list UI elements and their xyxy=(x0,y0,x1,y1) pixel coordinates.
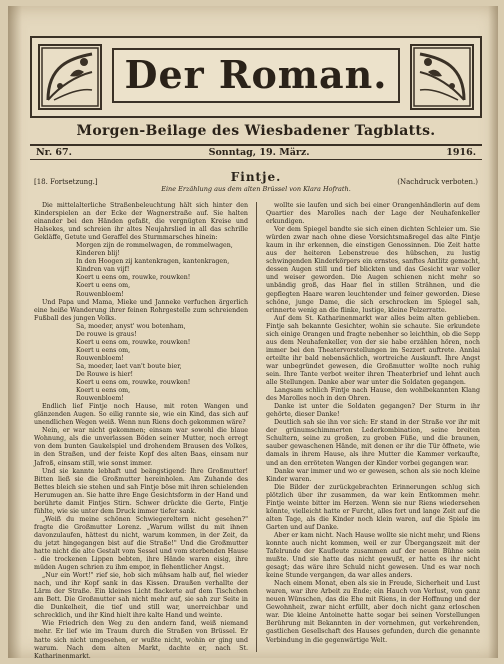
verse-line: De Rouwe is hier! xyxy=(76,370,134,378)
verse-line: Koert u eens om, xyxy=(76,346,131,354)
verse-line: Koert u eens om, xyxy=(76,387,131,395)
paragraph: Danke war immer und wo er gewesen, schon als sie noch kleine Kinder waren. xyxy=(266,467,480,483)
verse-line: Sa, moeder, anyst' wou botenham, xyxy=(76,322,186,330)
newspaper-title: Der Roman. xyxy=(112,48,400,103)
reprint-notice: (Nachdruck verboten.) xyxy=(397,178,478,186)
verse-line: Koert u eens om, rouwke, rouwken! xyxy=(76,274,191,282)
continuation-note: [18. Fortsetzung.] xyxy=(34,178,98,186)
page-edge-shadow xyxy=(488,6,498,658)
paragraph: Aber er kam nicht. Nach Hause wollte sie nicht mehr, und Riens konnte auch nicht kommen, weil er zur Übergangszeit mit der Tafelrunde der Kaufleute zusammen auf der neuen Bühne sein mußte. Und sie hatte das nicht gewußt, er hatte es ihr nicht gesagt; das wäre ihre Schuld nicht gewesen. Und es war noch keine Stunde vergangen, da war alles anders. xyxy=(266,531,480,580)
verse-line: Rouwenbloem! xyxy=(76,354,124,362)
paragraph: Nach einem Monat, eben als sie in Freude, Sicherheit und Lust waren, war ihre Arbeit zu Ende; ein Hauch von Verlust, von ganz neuen Wünschen, das die Ehe mit Riens, in der Hoffnung und der Gewohnheit, zwar nicht erfüllt, aber doch nicht ganz erloschen war. Die kleine Antoinette hatte sogar bei seinen Vorstellungen Berührung mit Bekannten in der vornehmen, gut verkehrenden, gastlichen Gesellschaft des Hauses gefunden, durch die genannte Verbindung in die gegenwärtige Welt. xyxy=(266,580,480,644)
paragraph: Nein, er war nicht gekommen; einsam war sowohl die blaue Wohnung, als die unverlassen Böden seiner Mutter, noch erregt von dem bunten Gaukelspiel und drohendem Brausen des Volkes, in den Straßen, und der feiste Kopf des alten Baas, einsam nur Jafroß, einsam still, wie sonst immer. xyxy=(34,427,248,467)
issue-date: Sonntag, 19. März. xyxy=(208,147,310,158)
masthead xyxy=(30,36,482,118)
verse-line: Kinderen blij! xyxy=(76,250,120,258)
paragraph: Die mittelalterliche Straßenbeleuchtung hält sich hinter den Kinderspielen an der Ecke der Wagnerstraße auf. Sie halten einander bei den Händen gefaßt, die vergnügten Kreise und Halsekes, und schreien ihr altes Neujahrslied in all das schrille Gekläffe, Getute und Geraffel des Sturmmarsches hinein: xyxy=(34,202,248,242)
issue-number: Nr. 67. xyxy=(36,147,72,158)
verse-line: Koert u eens om, rouwke, rouwken! xyxy=(76,338,191,346)
paragraph: Vor dem Spiegel bandte sie sich einen dichten Schleier um. Sie würden zwar nach ohne diese Vorsichtsmaßregel das alte Fintje kaum in ihr erkennen, die einstigen Genossinnen. Die Zeit hatte aus der heiteren Lebenstreue des hübschen, zu lustig schwingenden Kinderkörpers ein ernstes, sanftes Antlitz gemacht, dessen Augen still und tief blickten und das Gesicht war voller und weiser geworden. Die Augen schienen nicht mehr so unbändig groß, das Haar fiel in stillen Strähnen, und die gepflegten Haare waren leuchtender und feiner geworden. Diese schöne, junge Dame, die sich erschrocken im Spiegel sah, erinnerte wenig an die flinke, lustige, kleine Pelzerratte. xyxy=(266,226,480,314)
verse-line: Kindren van vijf! xyxy=(76,266,130,274)
paragraph: „Nur ein Wort!" rief sie, hob sich mühsam halb auf, fiel wieder nach, und ihr Kopf sank in das Kissen. Draußen verhallte der Lärm der Straße. Ein kleines Licht flackerte auf dem Tischchen am Bett. Die Großmutter sah nicht mehr auf, sie sah zur Seite in die Dunkelheit, die tief und still war, unerreichbar und schrecklich, und ihr Kind hielt ihre kalte Hand und weinte. xyxy=(34,572,248,620)
paragraph: Die Bilder der zurückgebrachten Erinnerungen schlug sich plötzlich über ihr zusammen, da war kein Entkommen mehr. Fintje weinte bitter im Herzen. Wenn sie nur Riens wiedersehen könnte, vielleicht hatte er Furcht, alles fort und lange Zeit auf die alten Tage, als die Kinder noch klein waren, auf die Spiele im Garten und auf Danke. xyxy=(266,483,480,531)
paragraph: Endlich lief Fintje noch Hause, mit roten Wangen und glänzenden Augen. So eilig rannte sie, wie ein Kind, das sich auf unendlichen Wegen weiß. Wenn nun Riens doch gekommen wäre? xyxy=(34,403,248,427)
paragraph: Langsam schlich Fintje nach Hause, den wohlbekannten Klang des Marolles noch in den Ohren. xyxy=(266,387,480,403)
paragraph: wollte sie laufen und sich bei einer Orangenhändlerin auf dem Quartier des Marolles nach der Lage der Neuhafenkeller erkundigen. xyxy=(266,202,480,226)
paragraph: Und sie kannte lebhaft und beängstigend: Ihre Großmutter! Bitten ließ sie die Großmutter hereinholen. Am Zuhande des Bettes bleich sie stehen und sah Fintje böse mit ihren schielenden Herumugen an. Sie hatte ihre Enge Gesichtsform in der Hand und berührte damit Fintjes Stirn. Schwer drückte die Gerte, Fintje fühlte, wie sie unter dem Druck immer tiefer sank. xyxy=(34,467,248,515)
newspaper-page xyxy=(8,6,498,658)
paragraph: Und Papa und Mama, Mieke und Janneke verfuchen ärgerlich eine heiße Wanderung ihrer feinen Rohrgestelle zum schreienden Fußball des jungen Volks. xyxy=(34,298,248,322)
paragraph: „Weiß du meine schönen Schwiegereltern nicht gesehen?" fragte die Großmutter Lorenz. „Warum willst du mit ihnen davonzulaufen, hättest du nicht, warum kommen, in der Zeit, da du jetzt hingegangen bist auf die Straße!" Und die Großmutter hatte nicht die alte Gestalt vom Sessel und vom sterbenden Hause - die trockenen Lippen bebten, ihre Hände waren eisig, ihre müden Augen schrien zu ihm empor, in flehentlicher Angst. xyxy=(34,515,248,572)
verse-line: Sa, moeder, laet van't boute bier, xyxy=(76,362,182,370)
article-column-right xyxy=(266,202,480,652)
verse-line: Koert u eens om, rouwke, rouwken! xyxy=(76,379,191,387)
article-header xyxy=(30,172,482,196)
verse-line: Morgen zijn de rommelwagen, de rommelwagen, xyxy=(76,242,233,250)
dateline xyxy=(30,144,482,160)
paragraph: Wie Friedrich den Weg zu den andern fand, weiß niemand mehr. Er lief wie im Traum durch die Straßen von Brüssel. Er hatte sich nicht umgesehen, er wußte nicht, wohin er ging und warum. Nach dem alten Markt, dachte er, nach St. Katharinenmarkt. xyxy=(34,620,248,660)
verse-line: De rouwe is graus! xyxy=(76,330,137,338)
page-fold-shadow xyxy=(8,6,22,658)
paragraph: Auf dem St. Katharinenmarkt war alles beim alten geblieben. Fintje sah bekannte Gesichter, wohin sie schaute. Sie erkundete sich einige Orangen und fragte nebenher so leichthin, ob die Sepp aus dem Neuhafenkeller, von der sie habe erzählen hören, noch immer bei den Theatervorstellungen im Sezzert auftrete. Annlai erteilte ihr bald nebensächlich, wortreiche Auskunft. Ihre Angst war unbegründet gewesen, die Großmutter wollte noch ruhig sein. Ihre Tante verbot weiter ihren Theaterbrief und lehnt auch alle Stellungen. Danke aber war unter die Soldaten gegangen. xyxy=(266,314,480,387)
article-subtitle: Eine Erzählung aus dem alten Brüssel von Klara Hofrath. xyxy=(161,185,351,193)
ornament-left-icon xyxy=(38,44,102,110)
paragraph: Deutlich sah sie ihn vor sich: Er stand in der Straße vor ihr mit der grünumschimmerten Lederkombination, seine breiten Schultern, seine zu großen, zu groben Füße, und die braunen, sauber gewaschenen Hände, mit denen er ihr die Tür öffnete, wie damals in ihrem Hause, als ihre Mutter die Kammer verkaufte, und an den erröteten Wangen der Kinder vorbei gegangen war. xyxy=(266,419,480,467)
issue-year: 1916. xyxy=(446,147,476,158)
article-title: Fintje. xyxy=(230,170,282,184)
verse-line: In den Hoogen zij kantenkragen, kantenkragen, xyxy=(76,258,230,266)
paragraph: Danke ist unter die Soldaten gegangen? Der Sturm in ihr gehörte, dieser Danke! xyxy=(266,403,480,419)
verse-line: Rouwenbloem! xyxy=(76,395,124,403)
column-divider xyxy=(256,202,257,652)
article-column-left xyxy=(34,202,248,660)
newspaper-subtitle: Morgen-Beilage des Wiesbadener Tagblatts. xyxy=(76,123,436,139)
verse-line: Rouwenbloem! xyxy=(76,290,124,298)
verse-line: Koert u eens om, xyxy=(76,282,131,290)
ornament-right-icon xyxy=(410,44,474,110)
